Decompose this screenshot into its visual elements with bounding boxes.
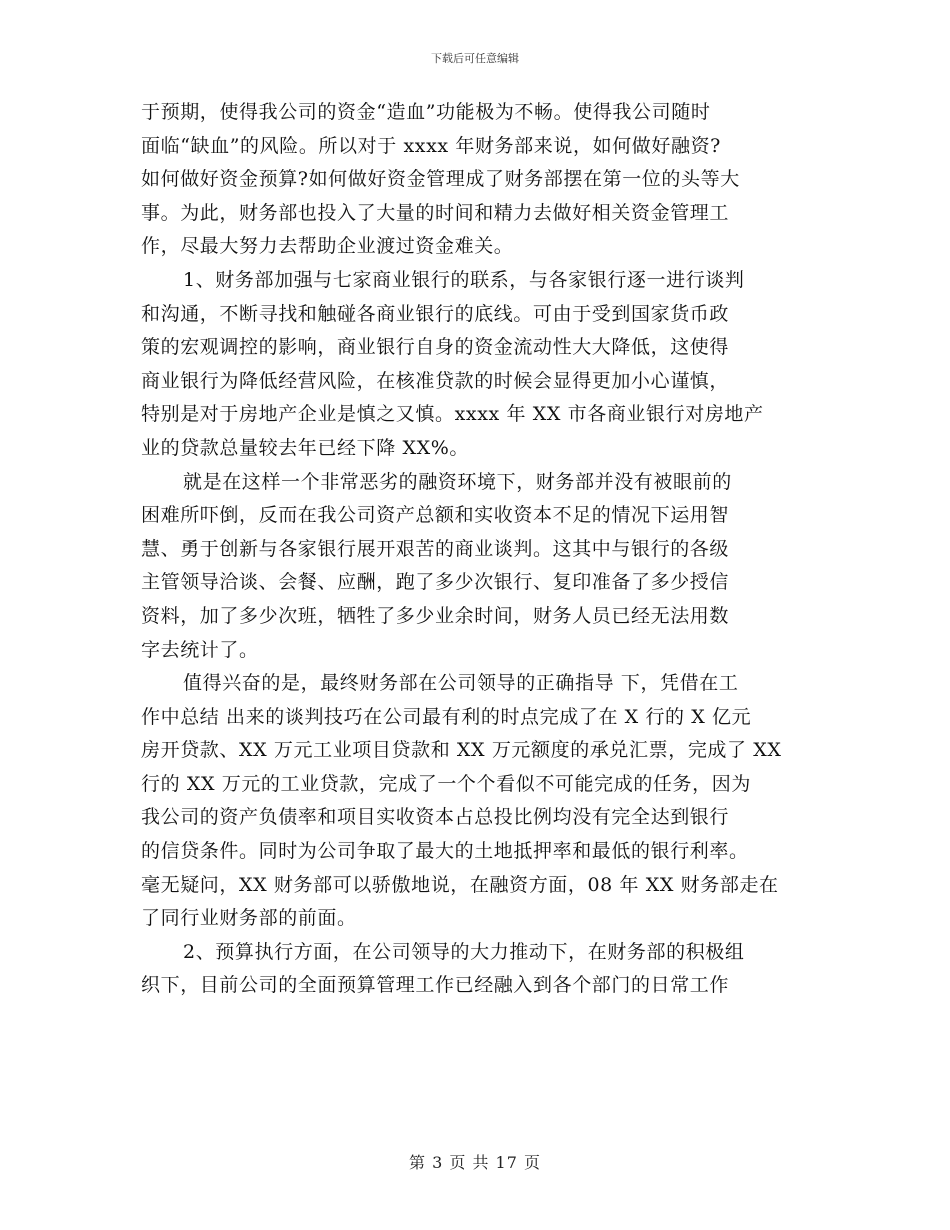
paragraph-3	[141, 466, 811, 668]
page-number-footer: 第 3 页 共 17 页	[409, 1153, 541, 1172]
text-line: 特别是对于房地产企业是慎之又慎。xxxx 年 XX 市各商业银行对房地产	[141, 403, 764, 426]
text-line: 业的贷款总量较去年已经下降 XX%。	[141, 436, 469, 459]
text-line: 的信贷条件。同时为公司争取了最大的土地抵押率和最低的银行利率。	[141, 840, 749, 863]
text-line: 资料，加了多少次班，牺牲了多少业余时间，财务人员已经无法用数	[141, 604, 730, 627]
text-line: 于预期，使得我公司的资金“造血”功能极为不畅。使得我公司随时	[141, 101, 711, 123]
text-line: 就是在这样一个非常恶劣的融资环境下，财务部并没有被眼前的	[183, 470, 732, 493]
text-line: 1、财务部加强与七家商业银行的联系，与各家银行逐一进行谈判	[183, 268, 745, 291]
text-line: 行的 XX 万元的工业贷款，完成了一个个看似不可能完成的任务，因为	[141, 772, 751, 795]
text-line: 我公司的资产负债率和项目实收资本占总投比例均没有完全达到银行	[141, 806, 730, 829]
text-line: 2、预算执行方面，在公司领导的大力推动下，在财务部的积极组	[183, 940, 745, 963]
text-line: 房开贷款、XX 万元工业项目贷款和 XX 万元额度的承兑汇票，完成了 XX	[141, 739, 782, 762]
text-line: 如何做好资金预算?如何做好资金管理成了财务部摆在第一位的头等大	[141, 168, 740, 191]
text-line: 毫无疑问，XX 财务部可以骄傲地说，在融资方面，08 年 XX 财务部走在	[141, 873, 779, 896]
page-header: 下载后可任意编辑	[431, 52, 519, 65]
text-line: 商业银行为降低经营风险，在核准贷款的时候会显得更加小心谨慎，	[141, 369, 730, 392]
text-line: 织下，目前公司的全面预算管理工作已经融入到各个部门的日常工作	[141, 974, 730, 997]
paragraph-5	[141, 936, 811, 1003]
paragraph-1	[141, 96, 811, 264]
paragraph-4	[141, 667, 811, 936]
text-line: 面临“缺血”的风险。所以对于 xxxx 年财务部来说，如何做好融资?	[141, 134, 721, 157]
text-line: 困难所吓倒，反而在我公司资产总额和实收资本不足的情况下运用智	[141, 504, 730, 527]
text-line: 了同行业财务部的前面。	[141, 907, 357, 930]
text-line: 和沟通，不断寻找和触碰各商业银行的底线。可由于受到国家货币政	[141, 302, 730, 325]
text-line: 主管领导洽谈、会餐、应酬，跑了多少次银行、复印准备了多少授信	[141, 571, 730, 594]
text-line: 作，尽最大努力去帮助企业渡过资金难关。	[141, 235, 514, 258]
paragraph-2	[141, 264, 811, 466]
text-line: 值得兴奋的是，最终财务部在公司领导的正确指导 下，凭借在工	[183, 672, 739, 695]
text-line: 字去统计了。	[141, 638, 259, 661]
text-line: 慧、勇于创新与各家银行展开艰苦的商业谈判。这其中与银行的各级	[141, 537, 730, 560]
text-line: 策的宏观调控的影响，商业银行自身的资金流动性大大降低，这使得	[141, 336, 730, 359]
text-line: 作中总结 出来的谈判技巧在公司最有利的时点完成了在 X 行的 X 亿元	[141, 705, 752, 728]
text-line: 事。为此，财务部也投入了大量的时间和精力去做好相关资金管理工	[141, 201, 730, 224]
document-body	[141, 96, 811, 1003]
